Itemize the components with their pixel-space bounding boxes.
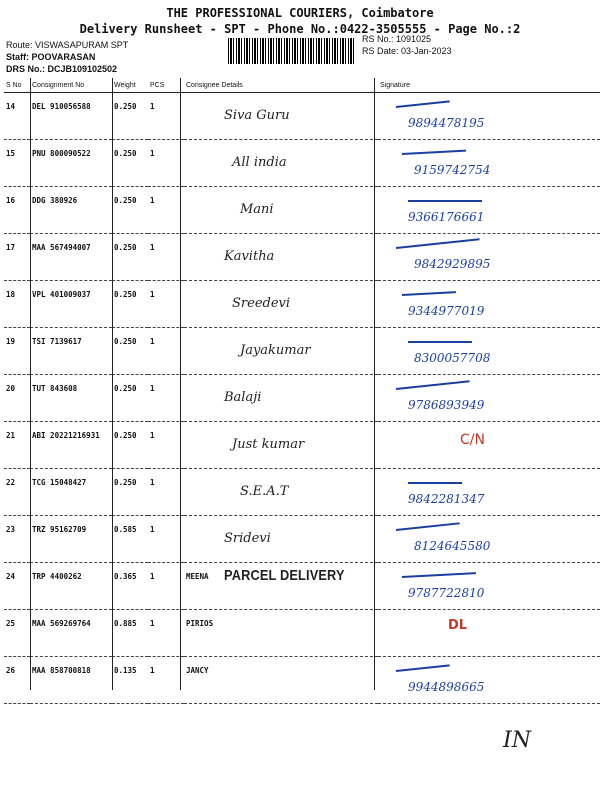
sno-cell: 14 [4, 93, 30, 140]
signature-cell [378, 610, 600, 657]
consignment-cell: DDG 380926 [30, 187, 112, 234]
col-header-consignee: Consignee Details [184, 78, 378, 93]
sno-cell: 18 [4, 281, 30, 328]
runsheet-table [4, 78, 600, 704]
signature-phone: 9787722810 [408, 586, 485, 600]
pcs-cell: 1 [148, 234, 184, 281]
sno-cell: 22 [4, 469, 30, 516]
weight-cell: 0.250 [112, 187, 148, 234]
signature-phone: 9786893949 [408, 398, 485, 412]
consignment-cell: TRZ 95162709 [30, 516, 112, 563]
staff-label: Staff: POOVARASAN [6, 52, 96, 62]
weight-cell: 0.250 [112, 281, 148, 328]
col-header-sno: S No [4, 78, 30, 93]
consignment-cell: TSI 7139617 [30, 328, 112, 375]
table-row [4, 657, 600, 704]
table-row [4, 610, 600, 657]
rs-number: RS No.: 1091025 [362, 34, 432, 44]
sno-cell: 23 [4, 516, 30, 563]
pcs-cell: 1 [148, 516, 184, 563]
weight-cell: 0.250 [112, 234, 148, 281]
consignee-cell [184, 375, 378, 422]
sno-cell: 26 [4, 657, 30, 704]
table-header-row [4, 78, 600, 93]
col-header-signature: Signature [378, 78, 600, 93]
pcs-cell: 1 [148, 563, 184, 610]
handwritten-consignee: S.E.A.T [240, 484, 289, 499]
signature-phone: 8124645580 [414, 539, 491, 553]
signature-phone: 9159742754 [414, 163, 491, 177]
consignment-cell: MAA 569269764 [30, 610, 112, 657]
weight-cell: 0.135 [112, 657, 148, 704]
sno-cell: 25 [4, 610, 30, 657]
consignment-cell: DEL 910056588 [30, 93, 112, 140]
pcs-cell: 1 [148, 610, 184, 657]
consignment-cell: TRP 4400262 [30, 563, 112, 610]
weight-cell: 0.585 [112, 516, 148, 563]
table-row [4, 93, 600, 140]
consignment-cell: MAA 858700818 [30, 657, 112, 704]
pcs-cell: 1 [148, 93, 184, 140]
pcs-cell: 1 [148, 140, 184, 187]
handwritten-consignee: All india [232, 155, 287, 170]
handwritten-consignee: Mani [240, 202, 274, 217]
consignment-cell: TCG 15048427 [30, 469, 112, 516]
consignment-cell: MAA 567494007 [30, 234, 112, 281]
weight-cell: 0.250 [112, 422, 148, 469]
signature-phone: 9842281347 [408, 492, 485, 506]
table-row [4, 469, 600, 516]
runsheet-subtitle: Delivery Runsheet - SPT - Phone No.:0422-3505555 - Page No.:2 [79, 22, 521, 36]
handwritten-consignee: Sreedevi [232, 296, 291, 311]
handwritten-mark: C/N [460, 432, 485, 448]
consignee-cell: JANCY [184, 657, 378, 704]
weight-cell: 0.365 [112, 563, 148, 610]
column-divider [112, 78, 113, 690]
signature-phone: 9366176661 [408, 210, 485, 224]
handwritten-mark: DL [448, 618, 468, 633]
col-header-pcs: PCS [148, 78, 184, 93]
weight-cell: 0.885 [112, 610, 148, 657]
signature-phone: 9894478195 [408, 116, 485, 130]
consignment-cell: TUT 843608 [30, 375, 112, 422]
handwritten-consignee: Balaji [224, 390, 262, 405]
table-row [4, 140, 600, 187]
column-divider [180, 78, 181, 690]
sno-cell: 15 [4, 140, 30, 187]
weight-cell: 0.250 [112, 328, 148, 375]
signature-phone: 9842929895 [414, 257, 491, 271]
pcs-cell: 1 [148, 187, 184, 234]
table-row [4, 187, 600, 234]
handwritten-in-mark: IN [503, 728, 531, 753]
handwritten-consignee: Jayakumar [240, 343, 311, 358]
consignment-cell: ABI 20221216931 [30, 422, 112, 469]
signature-scribble [408, 482, 462, 484]
table-row [4, 234, 600, 281]
consignment-cell: PNU 800090522 [30, 140, 112, 187]
table-row [4, 375, 600, 422]
handwritten-consignee: Just kumar [232, 437, 305, 452]
consignee-cell [184, 187, 378, 234]
column-divider [30, 78, 31, 690]
sno-cell: 19 [4, 328, 30, 375]
weight-cell: 0.250 [112, 93, 148, 140]
consignee-cell: PIRIOS [184, 610, 378, 657]
sno-cell: 16 [4, 187, 30, 234]
sno-cell: 24 [4, 563, 30, 610]
signature-phone: 9944898665 [408, 680, 485, 694]
pcs-cell: 1 [148, 281, 184, 328]
pcs-cell: 1 [148, 328, 184, 375]
parcel-delivery-stamp: PARCEL DELIVERY [224, 567, 345, 584]
weight-cell: 0.250 [112, 469, 148, 516]
table-row [4, 516, 600, 563]
route-label: Route: VISWASAPURAM SPT [6, 40, 129, 50]
col-header-weight: Weight [112, 78, 148, 93]
signature-scribble [408, 200, 482, 202]
handwritten-consignee: Sridevi [224, 531, 271, 546]
company-title: THE PROFESSIONAL COURIERS, Coimbatore [166, 6, 434, 20]
sno-cell: 21 [4, 422, 30, 469]
signature-phone: 9344977019 [408, 304, 485, 318]
pcs-cell: 1 [148, 657, 184, 704]
rs-date: RS Date: 03-Jan-2023 [362, 46, 452, 56]
pcs-cell: 1 [148, 375, 184, 422]
consignee-cell [184, 234, 378, 281]
signature-phone: 8300057708 [414, 351, 491, 365]
col-header-consignment: Consignment No [30, 78, 112, 93]
table-row [4, 281, 600, 328]
barcode [228, 38, 356, 64]
column-divider [374, 78, 375, 690]
drs-number: DRS No.: DCJB109102502 [6, 64, 118, 74]
signature-cell [378, 422, 600, 469]
sno-cell: 20 [4, 375, 30, 422]
consignee-cell [184, 516, 378, 563]
pcs-cell: 1 [148, 422, 184, 469]
consignee-cell: MEENA [184, 563, 378, 610]
sno-cell: 17 [4, 234, 30, 281]
weight-cell: 0.250 [112, 375, 148, 422]
signature-scribble [408, 341, 472, 343]
weight-cell: 0.250 [112, 140, 148, 187]
consignment-cell: VPL 401009037 [30, 281, 112, 328]
handwritten-consignee: Siva Guru [224, 108, 290, 123]
handwritten-consignee: Kavitha [224, 249, 275, 264]
pcs-cell: 1 [148, 469, 184, 516]
